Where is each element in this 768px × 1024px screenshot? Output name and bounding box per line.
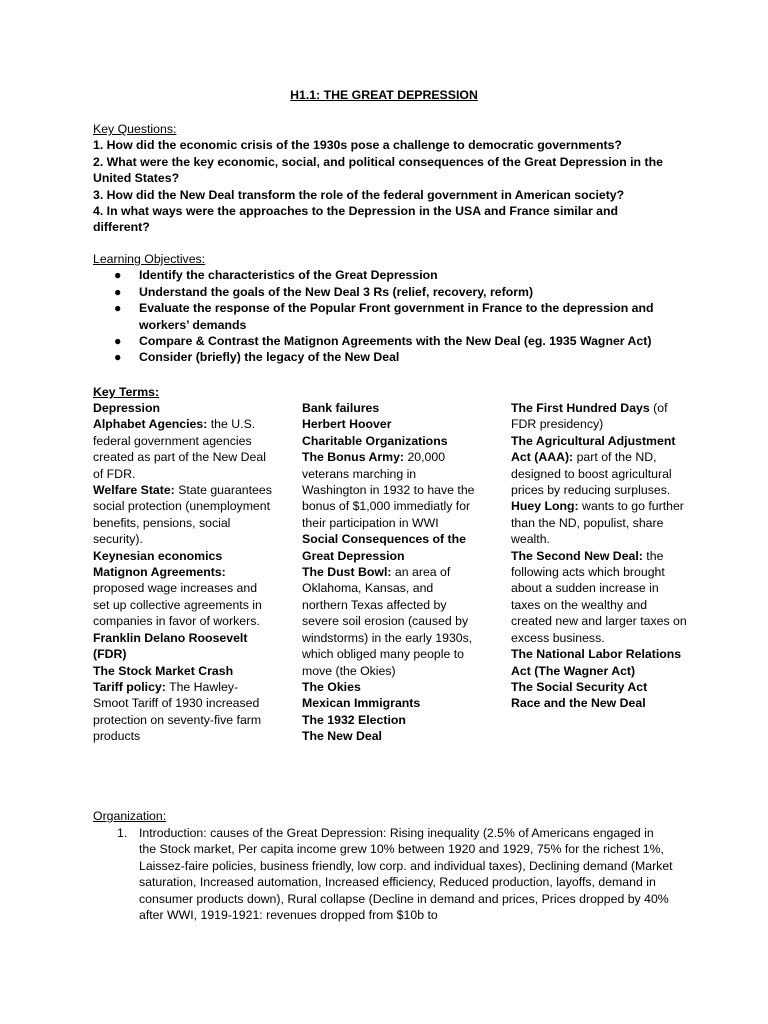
key-term: Mexican Immigrants	[302, 696, 421, 711]
bullet-icon: ●	[114, 268, 122, 283]
key-term: The Agricultural Adjustment Act (AAA): part of the ND, designed to boost agricultural prices by reducing surpluses.	[511, 433, 676, 498]
learning-objectives-list	[93, 267, 683, 365]
learning-objectives-section	[93, 251, 683, 366]
key-term: Welfare State: State guarantees social protection (unemployment benefits, pensions, social security).	[93, 483, 272, 547]
key-term: Herbert Hoover	[302, 417, 392, 432]
key-term: The Bonus Army: 20,000 veterans marching in Washington in 1932 to have the bonus of $1,000 immediatly for their participation in WWI	[302, 450, 475, 530]
objective-item: ● Understand the goals of the New Deal 3 Rs (relief, recovery, reform)	[114, 284, 534, 299]
bullet-icon: ●	[114, 334, 122, 349]
organization-heading: Organization:	[93, 809, 167, 823]
learning-objectives-heading: Learning Objectives:	[93, 252, 206, 266]
key-term: Matignon Agreements: proposed wage increases and set up collective agreements in companies in favor of workers.	[93, 565, 262, 629]
key-term: Depression	[93, 401, 160, 415]
objective-item: ● Identify the characteristics of the Great Depression	[114, 268, 438, 283]
key-term: Bank failures	[302, 401, 380, 415]
key-term: Franklin Delano Roosevelt (FDR)	[93, 630, 248, 662]
key-terms-column-3	[511, 400, 691, 712]
bullet-icon: ●	[114, 284, 122, 299]
organization-list	[93, 825, 673, 923]
key-term: The First Hundred Days (of FDR presidency)	[511, 401, 668, 432]
item-number: 1.	[117, 826, 128, 840]
key-term: Huey Long: wants to go further than the ND, populist, share wealth.	[511, 499, 684, 547]
key-term: The Dust Bowl: an area of Oklahoma, Kansas, and northern Texas affected by severe soil erosion (caused by windstorms) in the early 1930s, which obliged many people to move (the Okies)	[302, 565, 473, 678]
key-terms-heading: Key Terms:	[93, 385, 160, 399]
bullet-icon: ●	[114, 350, 122, 365]
key-terms-column-2	[302, 400, 482, 745]
key-term: The Okies	[302, 679, 361, 694]
item-text: Introduction: causes of the Great Depression: Rising inequality (2.5% of Americans engaged in the Stock market, Per capita income grew 10% between 1920 and 1929, 75% for the richest 1%, Laissez-faire policies, business friendly, low corp. and individual taxes), Declining demand (Market saturation, Increased automation, Increased efficiency, Reduced production, layoffs, demand in consumer products down), Rural collapse (Decline in demand and prices, Prices dropped by 40% after WWI, 1919-1921: revenues dropped from $10b to	[139, 826, 673, 923]
bullet-icon: ●	[114, 301, 122, 316]
objective-item: ● Compare & Contrast the Matignon Agreements with the New Deal (eg. 1935 Wagner Act)	[114, 334, 652, 349]
objective-item: ● Evaluate the response of the Popular Front government in France to the depression and workers’ demands	[114, 301, 654, 332]
key-term: Charitable Organizations	[302, 433, 448, 448]
key-term: The Stock Market Crash	[93, 663, 234, 678]
key-questions-section	[93, 121, 673, 236]
key-term: Race and the New Deal	[511, 696, 646, 711]
key-term: The Social Security Act	[511, 679, 648, 694]
key-question-1: 1. How did the economic crisis of the 1930s pose a challenge to democratic governments?	[93, 138, 622, 153]
key-term: Alphabet Agencies: the U.S. federal government agencies created as part of the New Deal of FDR.	[93, 417, 266, 481]
key-term: Social Consequences of the Great Depression	[302, 532, 466, 563]
key-term: Tariff policy: The Hawley-Smoot Tariff of 1930 increased protection on seventy-five farm products	[93, 679, 262, 744]
objective-item: ● Consider (briefly) the legacy of the New Deal	[114, 350, 400, 365]
key-terms-column-1	[93, 400, 273, 745]
key-term: The 1932 Election	[302, 712, 406, 727]
key-question-4: 4. In what ways were the approaches to the Depression in the USA and France similar and different?	[93, 204, 619, 235]
key-term: Keynesian economics	[93, 548, 223, 563]
organization-item	[93, 825, 673, 923]
key-term: The National Labor Relations Act (The Wagner Act)	[511, 647, 682, 678]
key-question-3: 3. How did the New Deal transform the role of the federal government in American society?	[93, 187, 625, 202]
key-term: The Second New Deal: the following acts which brought about a sudden increase in taxes on the wealthy and created new and larger taxes on excess business.	[511, 548, 687, 645]
key-term: The New Deal	[302, 729, 382, 744]
key-question-2: 2. What were the key economic, social, and political consequences of the Great Depression in the United States?	[93, 154, 663, 186]
document-title: H1.1: THE GREAT DEPRESSION	[290, 88, 478, 102]
key-questions-heading: Key Questions:	[93, 122, 177, 136]
